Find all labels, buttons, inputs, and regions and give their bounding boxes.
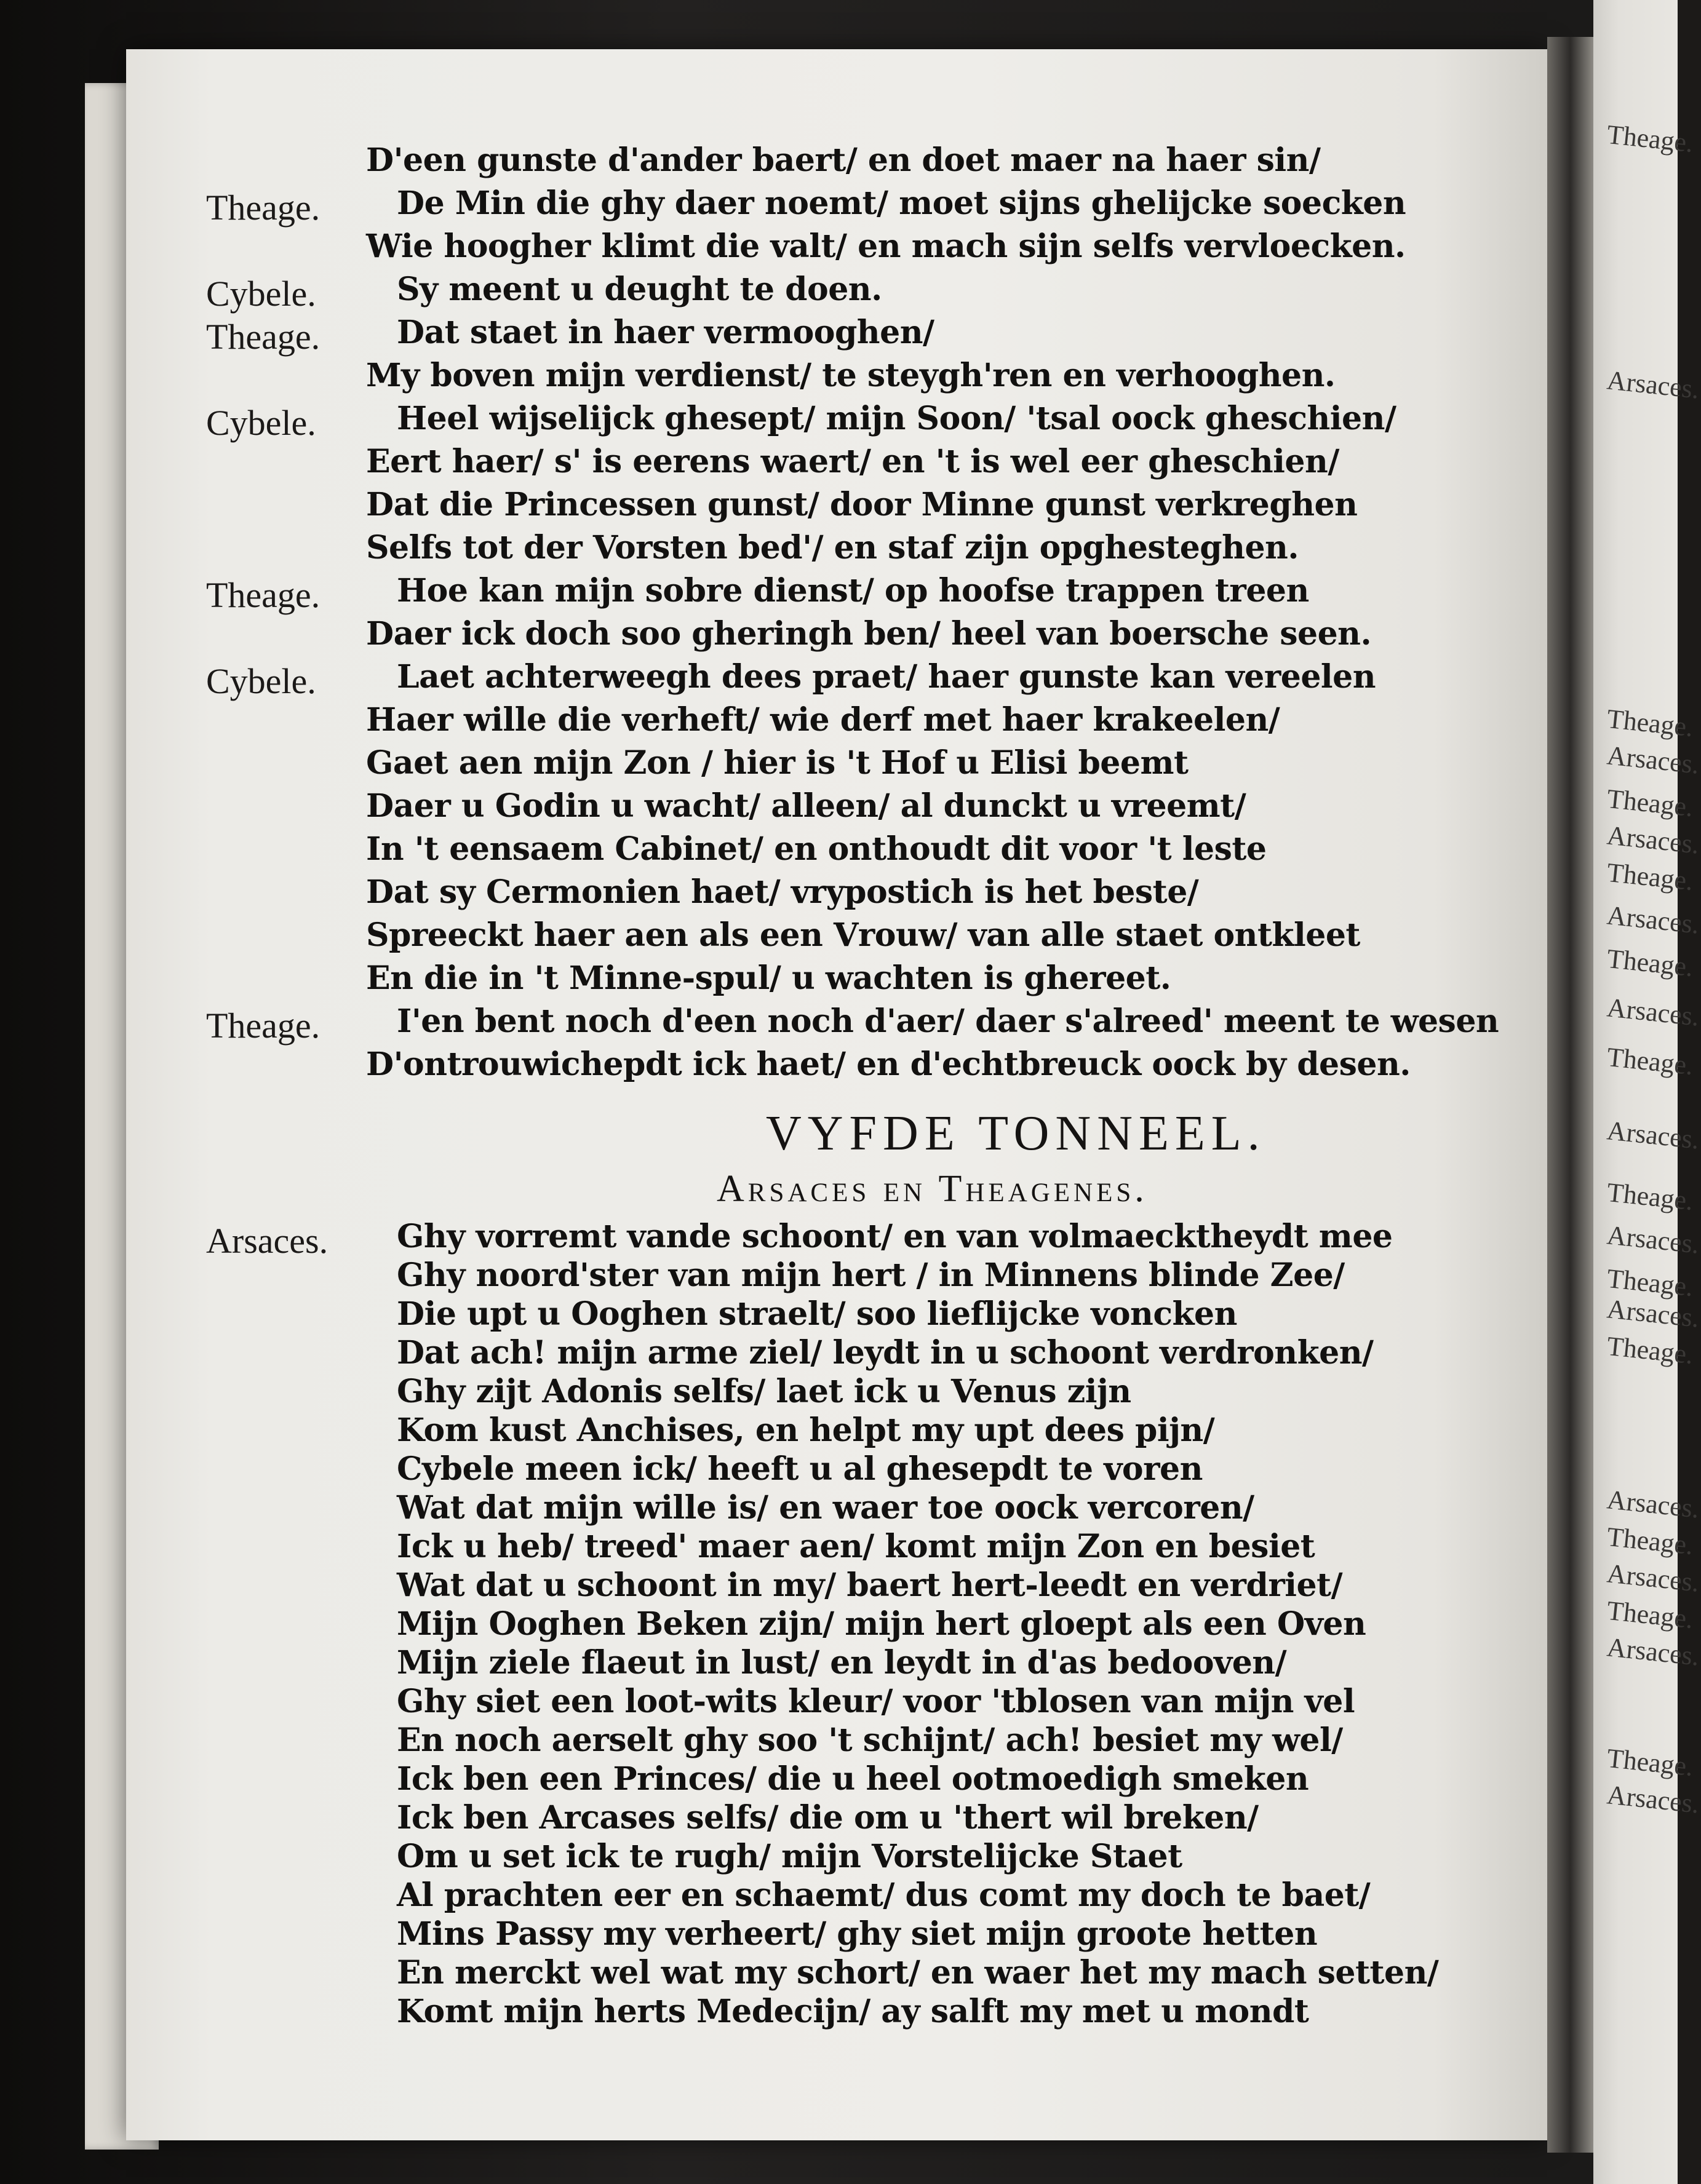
- speaker-label: Cybele.: [206, 403, 316, 443]
- verse-line: Komt mijn herts Medecijn/ ay salft my met u mondt: [397, 1993, 1309, 2030]
- verse-line: Eert haer/ s' is eerens waert/ en 't is wel eer gheschien/: [366, 443, 1339, 480]
- verse-line: Heel wijselijck ghesept/ mijn Soon/ 'tsal oock gheschien/: [397, 400, 1396, 437]
- verse-line: En merckt wel wat my schort/ en waer het my mach setten/: [397, 1954, 1439, 1991]
- facing-speaker-label: Theage.: [1605, 1177, 1695, 1217]
- verse-line: Ick ben Arcases selfs/ die om u 'thert wil breken/: [397, 1799, 1259, 1837]
- scene-subtitle: Arsaces en Theagenes.: [717, 1168, 1148, 1210]
- facing-speaker-label: Theage.: [1605, 1263, 1695, 1303]
- verse-line: Ghy zijt Adonis selfs/ laet ick u Venus zijn: [397, 1373, 1131, 1410]
- facing-speaker-label: Theage.: [1605, 857, 1695, 897]
- facing-speaker-label: Arsaces.: [1605, 1558, 1701, 1598]
- verse-line: Hoe kan mijn sobre dienst/ op hoofse trappen treen: [397, 572, 1309, 610]
- verse-line: I'en bent noch d'een noch d'aer/ daer s'alreed' meent te wesen: [397, 1003, 1499, 1040]
- verse-line: Om u set ick te rugh/ mijn Vorstelijcke Staet: [397, 1838, 1182, 1875]
- speaker-label: Theage.: [206, 575, 321, 615]
- verse-line: Dat ach! mijn arme ziel/ leydt in u schoont verdronken/: [397, 1334, 1374, 1372]
- verse-line: Ghy siet een loot-wits kleur/ voor 'tblosen van mijn vel: [397, 1683, 1355, 1720]
- verse-line: En noch aerselt ghy soo 't schijnt/ ach! besiet my wel/: [397, 1721, 1343, 1759]
- verse-line: Ick u heb/ treed' maer aen/ komt mijn Zon en besiet: [397, 1528, 1315, 1565]
- facing-speaker-label: Theage.: [1605, 783, 1695, 823]
- verse-line: Dat die Princessen gunst/ door Minne gunst verkreghen: [366, 486, 1358, 523]
- book-page-right: [1593, 0, 1701, 2184]
- facing-speaker-label: Theage.: [1605, 119, 1695, 159]
- speaker-label: Cybele.: [206, 274, 316, 314]
- verse-line: Selfs tot der Vorsten bed'/ en staf zijn opghesteghen.: [366, 529, 1299, 566]
- facing-speaker-label: Arsaces.: [1605, 1220, 1701, 1260]
- facing-speaker-label: Theage.: [1605, 943, 1695, 983]
- verse-line: Die upt u Ooghen straelt/ soo lieflijcke voncken: [397, 1295, 1237, 1333]
- verse-line: Sy meent u deught te doen.: [397, 271, 882, 308]
- verse-line: Spreeckt haer aen als een Vrouw/ van alle staet ontkleet: [366, 916, 1360, 954]
- facing-speaker-label: Arsaces.: [1605, 1779, 1701, 1819]
- verse-line: Ghy vorremt vande schoont/ en van volmaecktheydt mee: [397, 1218, 1393, 1255]
- verse-line: Laet achterweegh dees praet/ haer gunste kan vereelen: [397, 658, 1376, 696]
- speaker-label: Theage.: [206, 188, 321, 228]
- verse-line: D'een gunste d'ander baert/ en doet maer na haer sin/: [366, 141, 1321, 179]
- verse-line: Wat dat mijn wille is/ en waer toe oock vercoren/: [397, 1489, 1254, 1527]
- facing-speaker-label: Arsaces.: [1605, 1632, 1701, 1672]
- facing-speaker-label: Theage.: [1605, 1742, 1695, 1782]
- verse-line: Mins Passy my verheert/ ghy siet mijn groote hetten: [397, 1915, 1318, 1953]
- facing-speaker-label: Arsaces.: [1605, 820, 1701, 860]
- verse-line: Wie hoogher klimt die valt/ en mach sijn selfs vervloecken.: [366, 228, 1406, 265]
- verse-line: In 't eensaem Cabinet/ en onthoudt dit voor 't leste: [366, 830, 1267, 868]
- verse-line: Wat dat u schoont in my/ baert hert-leedt en verdriet/: [397, 1567, 1343, 1604]
- verse-line: Mijn ziele flaeut in lust/ en leydt in d'as bedooven/: [397, 1644, 1287, 1682]
- verse-line: Haer wille die verheft/ wie derf met haer krakeelen/: [366, 701, 1280, 739]
- speaker-label: Theage.: [206, 317, 321, 357]
- scene-title: VYFDE TONNEEL.: [766, 1106, 1266, 1161]
- facing-speaker-label: Arsaces.: [1605, 992, 1701, 1032]
- verse-line: Dat staet in haer vermooghen/: [397, 314, 934, 351]
- book-page-left: [126, 49, 1547, 2140]
- verse-line: Daer ick doch soo gheringh ben/ heel van boersche seen.: [366, 615, 1372, 653]
- facing-speaker-label: Theage.: [1605, 703, 1695, 743]
- speaker-label: Arsaces.: [206, 1221, 329, 1261]
- facing-speaker-label: Arsaces.: [1605, 900, 1701, 940]
- verse-line: Kom kust Anchises, en helpt my upt dees pijn/: [397, 1412, 1215, 1449]
- verse-line: D'ontrouwichepdt ick haet/ en d'echtbreuck oock by desen.: [366, 1046, 1411, 1083]
- facing-speaker-label: Arsaces.: [1605, 740, 1701, 780]
- verse-line: De Min die ghy daer noemt/ moet sijns ghelijcke soecken: [397, 185, 1406, 222]
- verse-line: Al prachten eer en schaemt/ dus comt my doch te baet/: [397, 1876, 1371, 1914]
- verse-line: Ick ben een Princes/ die u heel ootmoedigh smeken: [397, 1760, 1309, 1798]
- verse-line: En die in 't Minne-spul/ u wachten is ghereet.: [366, 959, 1171, 997]
- verse-line: My boven mijn verdienst/ te steygh'ren en verhooghen.: [366, 357, 1336, 394]
- verse-line: Cybele meen ick/ heeft u al ghesepdt te voren: [397, 1450, 1203, 1488]
- verse-line: Ghy noord'ster van mijn hert / in Minnens blinde Zee/: [397, 1257, 1345, 1294]
- facing-speaker-label: Arsaces.: [1605, 1484, 1701, 1524]
- facing-speaker-label: Arsaces.: [1605, 1115, 1701, 1155]
- verse-line: Dat sy Cermonien haet/ vrypostich is het beste/: [366, 873, 1199, 911]
- speaker-label: Theage.: [206, 1006, 321, 1046]
- verse-line: Daer u Godin u wacht/ alleen/ al dunckt u vreemt/: [366, 787, 1246, 825]
- facing-speaker-label: Theage.: [1605, 1330, 1695, 1370]
- book-gutter: [1547, 37, 1593, 2153]
- facing-speaker-label: Theage.: [1605, 1521, 1695, 1561]
- facing-speaker-label: Arsaces.: [1605, 365, 1701, 405]
- verse-line: Mijn Ooghen Beken zijn/ mijn hert gloept als een Oven: [397, 1605, 1366, 1643]
- verse-line: Gaet aen mijn Zon / hier is 't Hof u Elisi beemt: [366, 744, 1189, 782]
- speaker-label: Cybele.: [206, 661, 316, 701]
- facing-speaker-label: Theage.: [1605, 1595, 1695, 1635]
- facing-speaker-label: Arsaces.: [1605, 1293, 1701, 1333]
- facing-speaker-label: Theage.: [1605, 1041, 1695, 1081]
